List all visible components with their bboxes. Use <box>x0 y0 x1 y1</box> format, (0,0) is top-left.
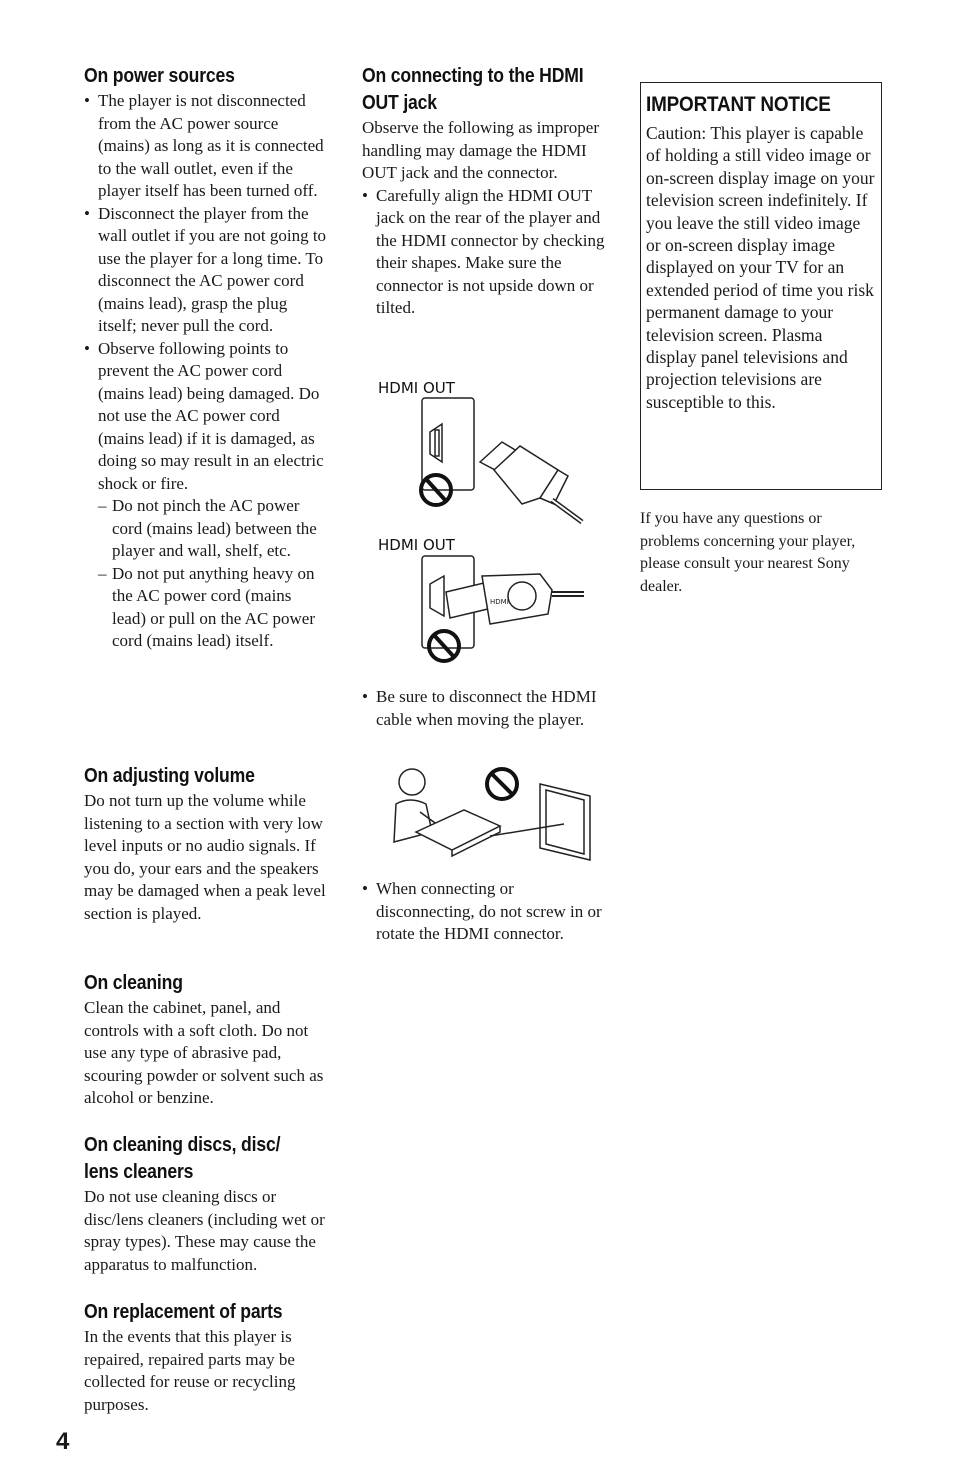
power-bullet-2: • Disconnect the player from the wall outlet if you are not going to use the player for a long time. To disconnect the AC power cord (mains lead), grasp the plug itself; never pull the cord. <box>84 203 328 338</box>
heading-cleaning: On cleaning <box>84 972 183 994</box>
hdmi-bullet-3: • When connecting or disconnecting, do not screw in or rotate the HDMI connector. <box>362 878 608 946</box>
power-bullet-1: • The player is not disconnected from the AC power source (mains) as long as it is connected to the wall outlet, even if the player itself has been turned off. <box>84 90 328 203</box>
hdmi-bullets-2 <box>362 686 608 731</box>
section-cleaning-discs <box>84 1132 328 1276</box>
hdmi-intro: Observe the following as improper handling may damage the HDMI OUT jack and the connector. <box>362 118 599 182</box>
plug-hdmi-text: HDMI <box>490 598 509 606</box>
power-dash-2: – Do not put anything heavy on the AC power cord (mains lead) or pull on the AC power cord (mains lead) itself. <box>84 563 328 653</box>
hdmi-plug-icon-1 <box>480 442 582 522</box>
power-bullet-3: • Observe following points to prevent the AC power cord (mains lead) being damaged. Do not use the AC power cord (mains lead) if it is damaged, as doing so may result in an electric shock or fire. <box>84 338 328 496</box>
heading-hdmi-line1: On connecting to the HDMI <box>362 65 584 87</box>
section-adjusting-volume <box>84 763 328 925</box>
hdmi-out-label-2: HDMI OUT <box>378 536 455 554</box>
parts-body: In the events that this player is repaired, repaired parts may be collected for reuse or recycling purposes. <box>84 1327 296 1414</box>
section-power-sources <box>84 63 328 653</box>
prohibited-icon-2 <box>429 631 459 661</box>
hdmi-bullet-1: • Carefully align the HDMI OUT jack on the rear of the player and the HDMI connector by checking their shapes. Make sure the connector is not upside down or tilted. <box>362 185 608 320</box>
hdmi-bullet-2: • Be sure to disconnect the HDMI cable when moving the player. <box>362 686 608 731</box>
heading-power-sources: On power sources <box>84 65 235 87</box>
tv-icon <box>540 784 590 860</box>
questions-block <box>640 508 884 598</box>
important-notice-box <box>640 82 882 490</box>
heading-replacement-parts: On replacement of parts <box>84 1301 283 1323</box>
discs-body: Do not use cleaning discs or disc/lens cleaners (including wet or spray types). These may cause the apparatus to malfunction. <box>84 1187 325 1274</box>
section-cleaning <box>84 970 328 1110</box>
heading-cleaning-discs-line2: lens cleaners <box>84 1161 194 1183</box>
hdmi-plug-icon-2 <box>446 574 584 624</box>
questions-text: If you have any questions or problems concerning your player, please consult your nearest Sony dealer. <box>640 510 856 595</box>
hdmi-bullets-3 <box>362 878 608 946</box>
hdmi-illustration-upside-down <box>372 372 612 532</box>
page-number: 4 <box>56 1428 70 1455</box>
important-notice-body: Caution: This player is capable of holding a still video image or on-screen display image on your television screen indefinitely. If you leave the still video image or on-screen display image displayed on your TV for an extended period of time you risk permanent damage to your television screen. Plasma display panel televisions and projection televisions are susceptible to this. <box>646 123 875 412</box>
hdmi-bullets-1 <box>362 185 608 320</box>
heading-adjusting-volume: On adjusting volume <box>84 765 255 787</box>
cleaning-body: Clean the cabinet, panel, and controls with a soft cloth. Do not use any type of abrasive pad, scouring powder or solvent such as alcohol or benzine. <box>84 998 324 1107</box>
section-replacement-parts <box>84 1299 328 1416</box>
prohibited-icon-3 <box>487 769 517 799</box>
heading-cleaning-discs-line1: On cleaning discs, disc/ <box>84 1134 281 1156</box>
power-bullets <box>84 90 328 653</box>
volume-body: Do not turn up the volume while listening to a section with very low level inputs or no audio signals. If you do, your ears and the speakers may be damaged when a peak level section is played. <box>84 791 326 923</box>
hdmi-bullet-2-block <box>362 686 608 731</box>
moving-player-illustration <box>390 762 610 862</box>
power-dash-1: – Do not pinch the AC power cord (mains lead) between the player and wall, shelf, etc. <box>84 495 328 563</box>
hdmi-bullet-3-block <box>362 878 608 946</box>
hdmi-illustration-tilted <box>372 530 612 670</box>
important-notice-heading: IMPORTANT NOTICE <box>646 93 831 116</box>
hdmi-out-label-1: HDMI OUT <box>378 379 455 397</box>
section-hdmi <box>362 63 608 320</box>
heading-hdmi-line2: OUT jack <box>362 92 437 114</box>
